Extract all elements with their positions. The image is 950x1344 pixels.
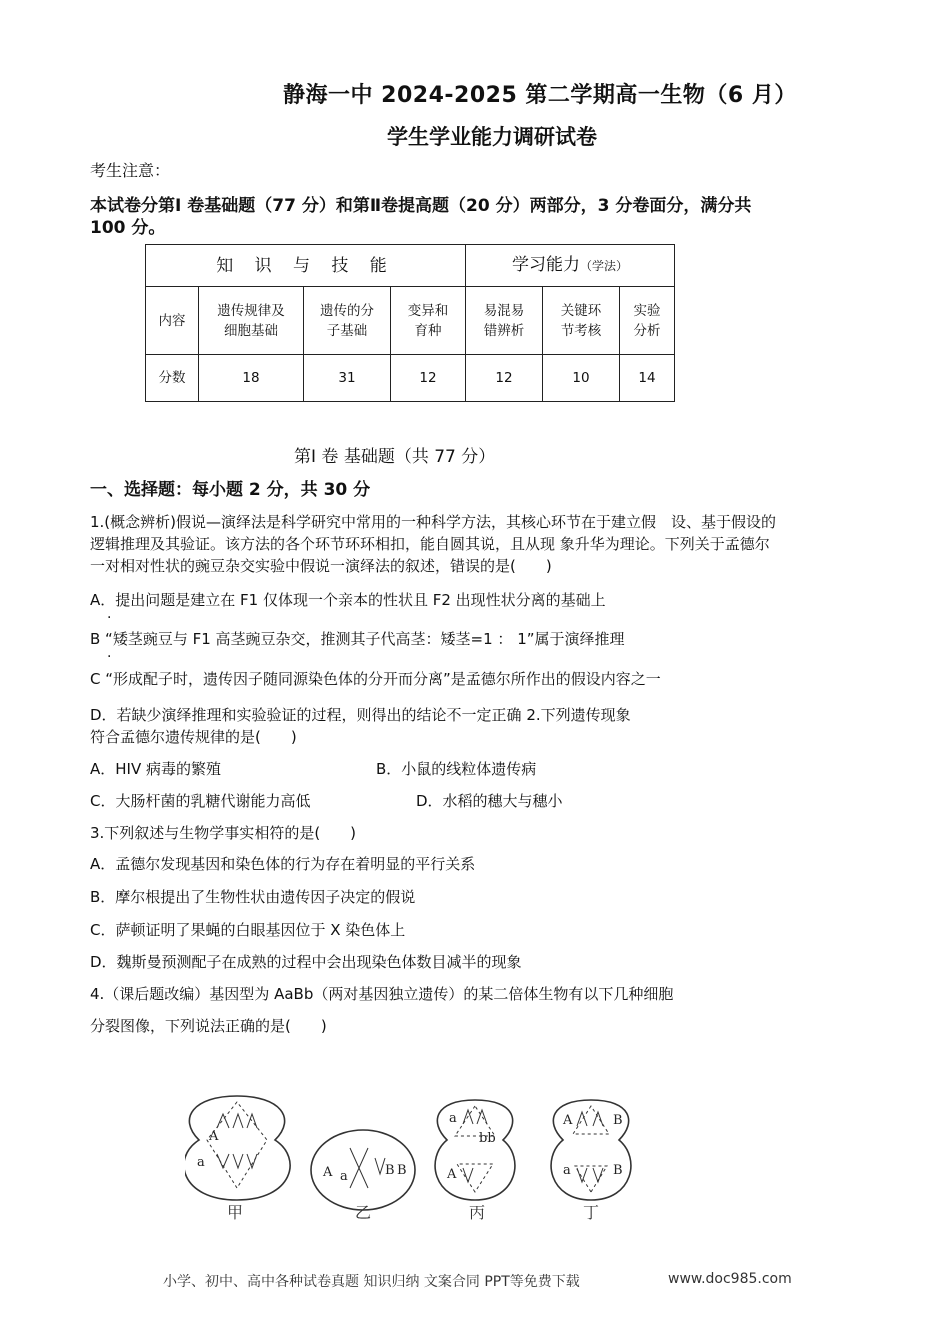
- q4-line2: 分裂图像，下列说法正确的是( ): [90, 1017, 327, 1035]
- notice-label: 考生注意：: [90, 161, 171, 180]
- gene-label: a: [340, 1169, 348, 1184]
- score-cell: 10: [543, 355, 620, 402]
- gene-label: B: [397, 1163, 407, 1178]
- score-cell: 12: [466, 355, 543, 402]
- q1-option-c: C “形成配子时，遗传因子随同源染色体的分开而分离”是孟德尔所作出的假设内容之一: [90, 670, 661, 688]
- gene-label: B: [613, 1113, 623, 1128]
- gene-label: A: [323, 1165, 333, 1180]
- col-heading: 遗传规律及 细胞基础: [199, 287, 304, 355]
- cell-jia-outline: [185, 1096, 290, 1200]
- row-score-label: 分数: [146, 355, 199, 402]
- gene-label: a: [449, 1111, 457, 1126]
- figure-label-bing: 丙: [469, 1203, 486, 1222]
- q2-line2: 符合孟德尔遗传规律的是( ): [90, 728, 297, 746]
- notice-line2: 100 分。: [90, 218, 166, 238]
- table-group-knowledge: 知 识 与 技 能: [146, 245, 466, 287]
- ability-note: （学法）: [579, 259, 628, 273]
- cell-division-figure: [185, 1088, 645, 1223]
- footer-site[interactable]: www.doc985.com: [668, 1271, 792, 1287]
- col-heading: 易混易 错辨析: [466, 287, 543, 355]
- score-cell: 12: [391, 355, 466, 402]
- q3-stem: 3.下列叙述与生物学事实相符的是( ): [90, 824, 357, 842]
- gene-label: A: [447, 1167, 457, 1182]
- col-heading: 变异和 育种: [391, 287, 466, 355]
- q2-option-d: D．水稻的穗大与穗小: [416, 792, 563, 810]
- q4-line1: 4.（课后题改编）基因型为 AaBb（两对基因独立遗传）的某二倍体生物有以下几种细胞: [90, 985, 674, 1003]
- score-table: [145, 244, 675, 402]
- gene-label: B: [385, 1163, 395, 1178]
- ability-label: 学习能力: [511, 255, 580, 275]
- q3-option-c: C．萨顿证明了果蝇的白眼基因位于 X 染色体上: [90, 921, 406, 939]
- section-title: 第Ⅰ 卷 基础题（共 77 分）: [294, 447, 496, 467]
- figure-label-jia: 甲: [227, 1203, 244, 1222]
- score-cell: 31: [304, 355, 391, 402]
- dot-mark: .: [107, 606, 112, 622]
- q3-option-d: D．魏斯曼预测配子在成熟的过程中会出现染色体数目减半的现象: [90, 953, 522, 971]
- gene-label: A: [563, 1113, 573, 1128]
- col-heading: 关键环 节考核: [543, 287, 620, 355]
- gene-label: a: [197, 1155, 205, 1170]
- q1-option-b: B “矮茎豌豆与 F1 高茎豌豆杂交，推测其子代高茎：矮茎=1 ： 1”属于演绎推理: [90, 630, 625, 648]
- gene-label: a: [563, 1163, 571, 1178]
- q1-line3: 一对相对性状的豌豆杂交实验中假说一演绎法的叙述，错误的是( ): [90, 557, 552, 575]
- q1-option-a: A．提出问题是建立在 F1 仅体现一个亲本的性状且 F2 出现性状分离的基础上: [90, 591, 606, 609]
- row-content-label: 内容: [146, 287, 199, 355]
- cell-bing-outline: [435, 1100, 515, 1200]
- exam-title: 静海一中 2024-2025 第二学期高一生物（6 月）: [283, 83, 797, 108]
- col-heading: 遗传的分 子基础: [304, 287, 391, 355]
- q3-option-a: A．孟德尔发现基因和染色体的行为存在着明显的平行关系: [90, 855, 476, 873]
- gene-label: bb: [479, 1131, 496, 1146]
- q1-line1: 1.(概念辨析)假说—演绎法是科学研究中常用的一种科学方法，其核心环节在于建立假 设、基于假设的: [90, 513, 777, 531]
- section-part: 一、选择题：每小题 2 分，共 30 分: [90, 480, 371, 500]
- gene-label: B: [613, 1163, 623, 1178]
- exam-subtitle: 学生学业能力调研试卷: [387, 125, 597, 149]
- table-group-ability: [466, 245, 675, 287]
- score-cell: 14: [620, 355, 675, 402]
- score-cell: 18: [199, 355, 304, 402]
- notice-line1: 本试卷分第Ⅰ 卷基础题（77 分）和第Ⅱ卷提高题（20 分）两部分，3 分卷面分，满分共: [90, 196, 752, 216]
- q1-line2: 逻辑推理及其验证。该方法的各个环节环环相扣，能自圆其说，且从现 象升华为理论。下列关于孟德尔: [90, 535, 770, 553]
- q1-option-d: D．若缺少演绎推理和实验验证的过程，则得出的结论不一定正确 2.下列遗传现象: [90, 706, 631, 724]
- figure-label-ding: 丁: [583, 1203, 600, 1222]
- dot-mark: .: [107, 645, 112, 661]
- q3-option-b: B．摩尔根提出了生物性状由遗传因子决定的假说: [90, 888, 416, 906]
- q2-option-a: A．HIV 病毒的繁殖: [90, 760, 221, 778]
- footer-text: 小学、初中、高中各种试卷真题 知识归纳 文案合同 PPT等免费下载: [163, 1274, 580, 1290]
- figure-label-yi: 乙: [355, 1203, 372, 1222]
- q2-option-c: C．大肠杆菌的乳糖代谢能力高低: [90, 792, 311, 810]
- gene-label: A: [209, 1129, 219, 1144]
- col-heading: 实验 分析: [620, 287, 675, 355]
- q2-option-b: B．小鼠的线粒体遗传病: [376, 760, 537, 778]
